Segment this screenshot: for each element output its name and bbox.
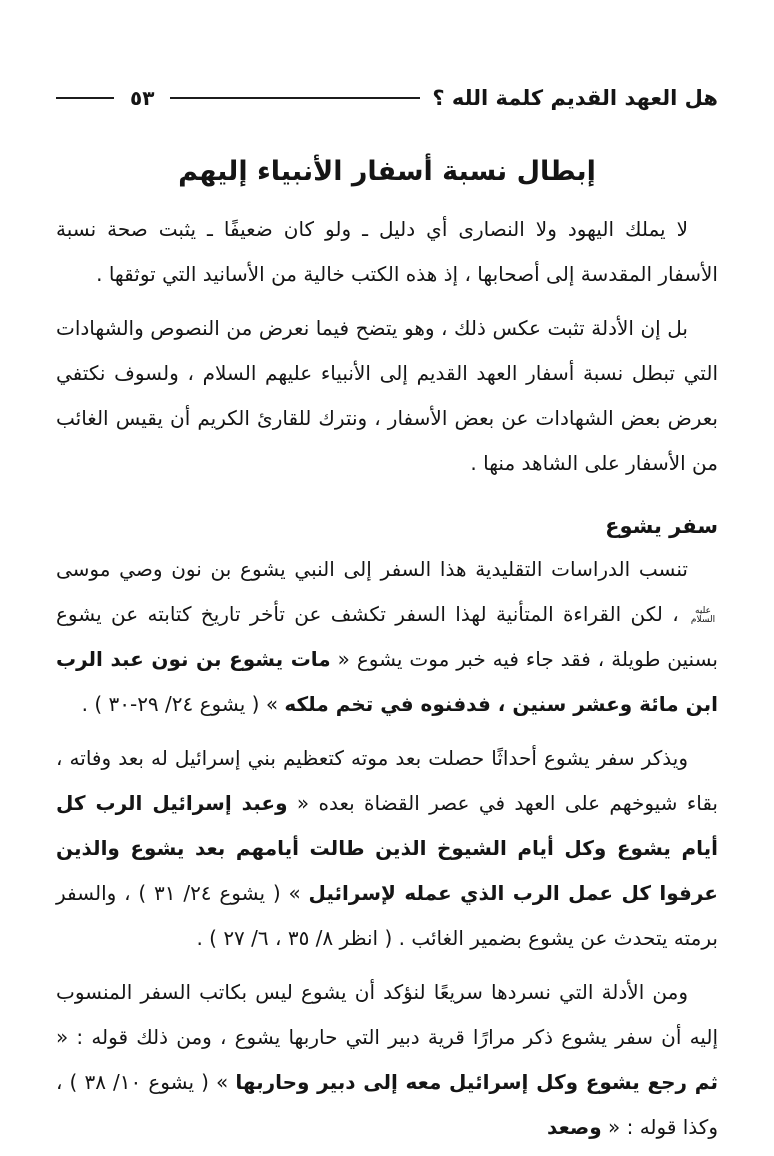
paragraph-joshua-2 <box>56 736 718 961</box>
paragraph-text: ، لكن القراءة المتأنية لهذا السفر تكشف عن تأخر تاريخ كتابته عن يشوع بسنين طويلة ، فقد جاء فيه خبر موت يشوع « <box>56 602 719 671</box>
verse-reference: » ( يشوع ٢٤/ ٢٩-٣٠ ) . <box>81 692 285 716</box>
header-rule-short <box>56 97 114 99</box>
body-text <box>56 207 718 1150</box>
paragraph-intro-2: بل إن الأدلة تثبت عكس ذلك ، وهو يتضح فيما نعرض من النصوص والشهادات التي تبطل نسبة أسفار العهد القديم إلى الأنبياء عليهم السلام ، ولسوف نكتفي بعرض بعض الشهادات عن بعض الأسفار ، ونترك للقارئ الكريم أن يقيس الغائب من الأسفار على الشاهد منها . <box>56 316 718 475</box>
scripture-quote: مات يشوع بن نون عبد الرب ابن مائة وعشر سنين ، فدفنوه في تخم ملكه <box>56 647 718 716</box>
page-number: ٥٣ <box>130 86 155 110</box>
honorific-alayhis-salam: عليه السلام <box>690 605 716 625</box>
paragraph-text: ويذكر سفر يشوع أحداثًا حصلت بعد موته كتعظيم بني إسرائيل له بعد وفاته ، بقاء شيوخهم على العهد في عصر القضاة بعده « <box>56 746 718 815</box>
paragraph-text: ومن الأدلة التي نسردها سريعًا لنؤكد أن يشوع ليس بكاتب السفر المنسوب إليه أن سفر يشوع ذكر مرارًا قرية دبير التي حاربها يشوع ، ومن ذلك قوله : « <box>56 980 718 1049</box>
paragraph-joshua-3 <box>56 970 718 1150</box>
scripture-quote: وعبد إسرائيل الرب كل أيام يشوع وكل أيام الشيوخ الذين طالت أيامهم بعد يشوع والذين عرفوا كل عمل الرب الذي عمله لإسرائيل <box>56 791 718 905</box>
verse-reference: » ( يشوع ١٠/ ٣٨ ) ، وكذا قوله : « <box>56 1070 718 1139</box>
section-heading-book-of-joshua: سفر يشوع <box>605 514 718 538</box>
paragraph-intro-1: لا يملك اليهود ولا النصارى أي دليل ـ ولو كان ضعيفًا ـ يثبت صحة نسبة الأسفار المقدسة إلى أصحابها ، إذ هذه الكتب خالية من الأسانيد التي توثقها . <box>56 217 718 286</box>
scripture-quote: ثم رجع يشوع وكل إسرائيل معه إلى دبير وحاربها <box>235 1070 718 1094</box>
scripture-quote: وصعد <box>547 1115 602 1139</box>
running-title: هل العهد القديم كلمة الله ؟ <box>432 86 718 110</box>
chapter-title: إبطال نسبة أسفار الأنبياء إليهم <box>178 156 596 187</box>
header-rule-long <box>170 97 420 99</box>
page-header <box>56 86 718 110</box>
verse-reference: » ( يشوع ٢٤/ ٣١ ) ، والسفر برمته يتحدث عن يشوع بضمير الغائب . ( انظر ٨/ ٣٥ ، ٦/ ٢٧ ) . <box>56 881 718 950</box>
paragraph-joshua-1 <box>56 547 718 727</box>
paragraph-text: تنسب الدراسات التقليدية هذا السفر إلى النبي يشوع بن نون وصي موسى <box>56 557 688 581</box>
